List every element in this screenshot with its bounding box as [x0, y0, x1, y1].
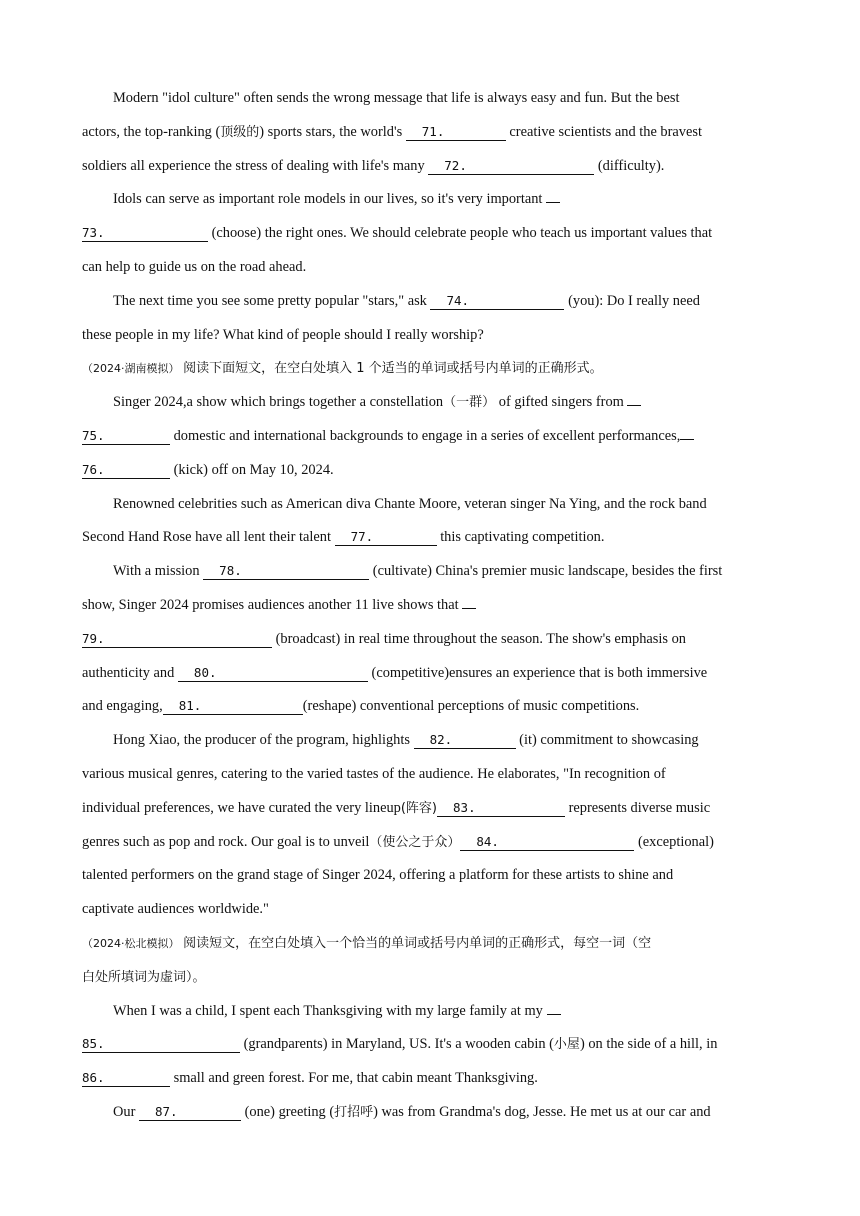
- blank-84: [460, 834, 634, 851]
- blank-83: [437, 800, 565, 817]
- text-line: [82, 657, 779, 691]
- blank-79-start: [462, 592, 476, 609]
- text-line: [82, 454, 779, 488]
- paragraph-text: Singer 2024,a show which brings together a constellation: [113, 394, 444, 411]
- blank-number: 77.: [350, 529, 374, 545]
- text-line: [82, 251, 779, 285]
- text-line: [82, 893, 779, 927]
- paragraph-text: these people in my life? What kind of people should I really worship?: [82, 326, 484, 343]
- paragraph-text: When I was a child, I spent each Thanksgiving with my large family at my: [113, 1002, 543, 1019]
- blank-73: [82, 225, 208, 242]
- paragraph-text: represents diverse music: [568, 799, 711, 816]
- section-instruction: [82, 352, 779, 386]
- text-line: [82, 116, 779, 150]
- paragraph-text: captivate audiences worldwide.": [82, 901, 269, 918]
- paragraph-text: and engaging,: [82, 698, 163, 715]
- chinese-gloss: (阵容): [400, 800, 438, 816]
- blank-number: 75.: [82, 427, 105, 443]
- blank-75: [82, 428, 170, 445]
- text-line: [82, 826, 779, 860]
- paragraph-text: soldiers all experience the stress of dealing with life's many: [82, 157, 425, 174]
- paragraph-text: Our: [113, 1103, 136, 1120]
- blank-81: [163, 698, 303, 715]
- blank-number: 71.: [421, 123, 445, 139]
- paragraph-text: ) sports stars, the world's: [259, 123, 403, 140]
- text-line: [82, 150, 779, 184]
- blank-85-start: [547, 998, 561, 1015]
- paragraph-text: show, Singer 2024 promises audiences another 11 live shows that: [82, 596, 459, 613]
- text-line: [82, 1028, 779, 1062]
- instruction-text: 阅读下面短文，在空白处填入 1 个适当的单词或括号内单词的正确形式。: [183, 361, 603, 377]
- text-line: [82, 1062, 779, 1096]
- paragraph-text: of gifted singers from: [498, 394, 624, 411]
- text-line: [82, 521, 779, 555]
- text-line: [82, 589, 779, 623]
- text-line: [82, 82, 779, 116]
- text-line: [82, 488, 779, 522]
- paragraph-text: can help to guide us on the road ahead.: [82, 258, 307, 275]
- paragraph-text: (difficulty).: [597, 157, 665, 174]
- blank-77: [335, 529, 437, 546]
- paragraph-text: individual preferences, we have curated the very lineup: [82, 799, 401, 816]
- blank-72: [428, 158, 594, 175]
- paragraph-text: (cultivate) China's premier music landscape, besides the first: [372, 563, 723, 580]
- blank-number: 74.: [446, 292, 470, 308]
- text-line: [82, 859, 779, 893]
- paragraph-text: this captivating competition.: [440, 529, 605, 546]
- blank-number: 80.: [193, 664, 217, 680]
- blank-79: [82, 631, 272, 648]
- paragraph-text: genres such as pop and rock. Our goal is to unveil: [82, 833, 370, 850]
- blank-74: [430, 293, 564, 310]
- paragraph-text: (you): Do I really need: [568, 292, 700, 309]
- blank-76: [82, 462, 170, 479]
- instruction-text: 阅读短文，在空白处填入一个恰当的单词或括号内单词的正确形式，每空一词（空: [183, 935, 652, 951]
- paragraph-text: (exceptional): [637, 833, 714, 850]
- source-label: （2024·湖南模拟）: [82, 362, 180, 376]
- text-line: [82, 285, 779, 319]
- text-line: [82, 420, 779, 454]
- text-line: [82, 724, 779, 758]
- text-line: [82, 183, 779, 217]
- paragraph-text: authenticity and: [82, 664, 175, 681]
- paragraph-text: actors, the top-ranking (: [82, 123, 221, 140]
- paragraph-text: domestic and international backgrounds to engage in a series of excellent performances,: [173, 427, 681, 444]
- chinese-gloss: （一群）: [443, 395, 496, 411]
- paragraph-text: Hong Xiao, the producer of the program, highlights: [113, 732, 410, 749]
- text-line: [82, 217, 779, 251]
- paragraph-text: talented performers on the grand stage of Singer 2024, offering a platform for these artists to shine and: [82, 867, 674, 884]
- chinese-gloss: （使公之于众）: [369, 834, 461, 850]
- paragraph-text: Modern "idol culture" often sends the wrong message that life is always easy and fun. But the best: [113, 90, 680, 106]
- blank-80: [178, 665, 368, 682]
- section-instruction-cont: [82, 961, 779, 995]
- blank-number: 81.: [178, 698, 202, 714]
- paragraph-text: (one) greeting (: [244, 1103, 335, 1120]
- blank-78: [203, 563, 369, 580]
- text-line: [82, 386, 779, 420]
- paragraph-text: (grandparents) in Maryland, US. It's a wooden cabin (: [243, 1036, 554, 1053]
- blank-number: 79.: [82, 630, 105, 646]
- blank-75-start: [627, 389, 641, 406]
- paragraph-text: ) was from Grandma's dog, Jesse. He met us at our car and: [373, 1103, 711, 1120]
- chinese-gloss: 顶级的: [220, 124, 260, 140]
- instruction-text: 白处所填词为虚词）。: [82, 969, 206, 985]
- text-line: [82, 758, 779, 792]
- paragraph-text: (choose) the right ones. We should celebrate people who teach us important values that: [211, 225, 713, 242]
- paragraph-text: With a mission: [113, 563, 200, 580]
- paragraph-text: ) on the side of a hill, in: [579, 1036, 718, 1053]
- text-line: [82, 792, 779, 826]
- blank-76-start: [680, 423, 694, 440]
- paragraph-text: small and green forest. For me, that cabin meant Thanksgiving.: [173, 1070, 538, 1087]
- text-line: [82, 623, 779, 657]
- paragraph-text: Second Hand Rose have all lent their talent: [82, 529, 331, 546]
- paragraph-text: The next time you see some pretty popular "stars," ask: [113, 292, 427, 309]
- text-line: [82, 1096, 779, 1130]
- blank-number: 82.: [429, 732, 453, 748]
- source-label: （2024·松北模拟）: [82, 936, 180, 950]
- text-line: [82, 555, 779, 589]
- paragraph-text: (it) commitment to showcasing: [519, 732, 699, 749]
- paragraph-text: (competitive)ensures an experience that is both immersive: [371, 664, 708, 681]
- text-line: [82, 690, 779, 724]
- paragraph-text: Idols can serve as important role models in our lives, so it's very important: [113, 191, 543, 208]
- blank-number: 83.: [453, 799, 476, 815]
- chinese-gloss: 小屋: [553, 1037, 580, 1053]
- blank-82: [414, 732, 516, 749]
- blank-number: 73.: [82, 225, 105, 241]
- paragraph-text: (broadcast) in real time throughout the season. The show's emphasis on: [275, 630, 686, 647]
- blank-number: 72.: [444, 157, 467, 173]
- blank-number: 85.: [82, 1036, 105, 1052]
- paragraph-text: Renowned celebrities such as American diva Chante Moore, veteran singer Na Ying, and the rock band: [113, 495, 707, 512]
- blank-number: 87.: [155, 1103, 178, 1119]
- blank-87: [139, 1104, 241, 1121]
- blank-number: 76.: [82, 461, 105, 477]
- paragraph-text: (kick) off on May 10, 2024.: [173, 461, 334, 478]
- paragraph-text: creative scientists and the bravest: [509, 123, 702, 140]
- blank-73-start: [546, 186, 560, 203]
- text-line: [82, 319, 779, 353]
- paragraph-text: various musical genres, catering to the varied tastes of the audience. He elaborates, "In recognition of: [82, 765, 666, 782]
- blank-86: [82, 1070, 170, 1087]
- text-line: [82, 995, 779, 1029]
- blank-85: [82, 1036, 240, 1053]
- blank-number: 86.: [82, 1070, 105, 1086]
- chinese-gloss: 打招呼: [334, 1104, 374, 1120]
- blank-71: [406, 124, 506, 141]
- blank-number: 78.: [219, 563, 242, 579]
- section-instruction: [82, 927, 779, 961]
- blank-number: 84.: [476, 833, 499, 849]
- document-page: [82, 82, 779, 1130]
- paragraph-text: (reshape) conventional perceptions of music competitions.: [302, 698, 640, 715]
